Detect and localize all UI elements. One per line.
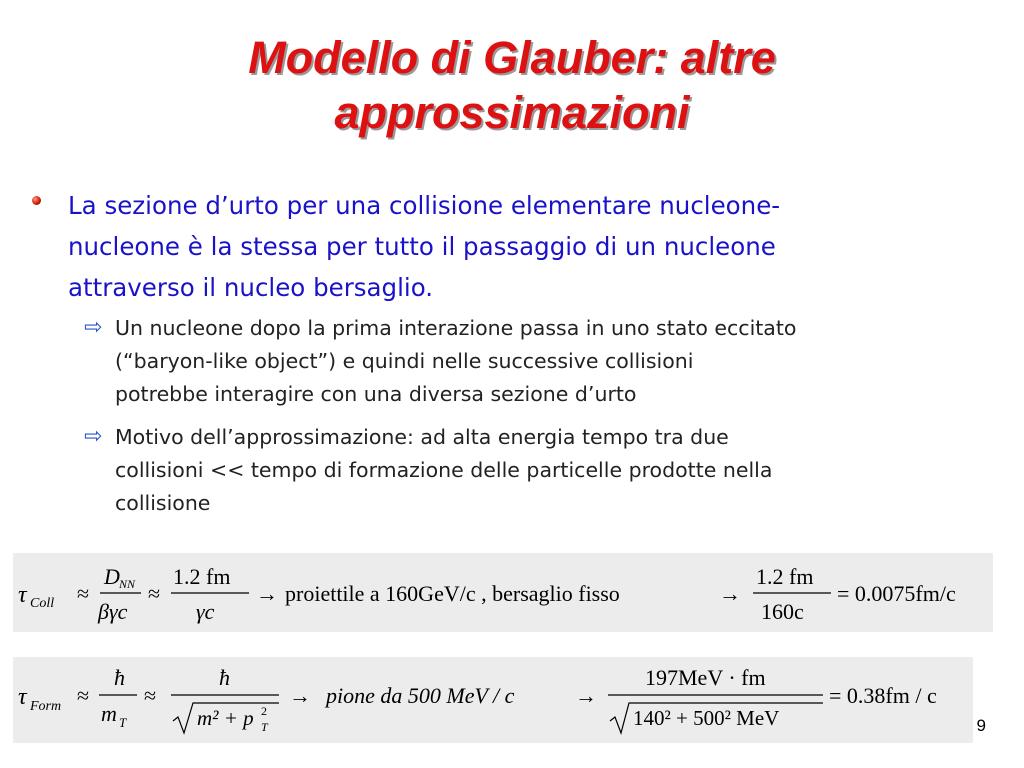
f1-num1-sub: NN xyxy=(119,577,136,591)
f1-tau: τ xyxy=(18,582,27,608)
f1-arrow-1: → xyxy=(256,581,278,606)
slide-title xyxy=(60,30,964,140)
f1-text: proiettile a 160GeV/c , bersaglio fisso xyxy=(285,581,620,606)
f1-den1: βγc xyxy=(98,599,128,624)
f1-num2: 1.2 fm xyxy=(173,564,231,589)
f2-den2: m² + p xyxy=(197,706,254,730)
f1-den2: γc xyxy=(196,599,215,624)
f1-num1: D xyxy=(104,564,120,589)
f1-result: = 0.0075fm/c xyxy=(837,581,956,606)
formula-collision-time xyxy=(13,553,993,632)
sub-bullet-1-line-2: (“baryon-like object”) e quindi nelle successive collisioni xyxy=(115,349,694,373)
f2-den1-sub: T xyxy=(119,715,127,730)
f2-approx-2: ≈ xyxy=(144,683,157,708)
f1-approx-1: ≈ xyxy=(77,581,90,606)
f1-approx-2: ≈ xyxy=(148,581,161,606)
f2-text: pione da 500 MeV / c xyxy=(326,683,515,708)
arrow-right-icon: ⇨ xyxy=(84,315,103,340)
f1-num3: 1.2 fm xyxy=(756,564,814,589)
f2-num3: 197MeV · fm xyxy=(645,665,766,690)
f2-hbar-2: ħ xyxy=(219,665,230,690)
arrow-right-icon: ⇨ xyxy=(84,424,103,449)
f2-hbar-1: ħ xyxy=(114,665,125,690)
page-number: 9 xyxy=(976,716,986,735)
sub-bullet-1-line-1: Un nucleone dopo la prima interazione passa in uno stato eccitato xyxy=(115,316,797,340)
sub-bullet-text-2 xyxy=(115,421,985,520)
sub-bullet-text-1 xyxy=(115,312,985,411)
f2-arrow-1: → xyxy=(289,683,311,708)
main-bullet-line-2: nucleone è la stessa per tutto il passaggio di un nucleone xyxy=(68,232,776,261)
f2-arrow-2: → xyxy=(575,683,597,708)
title-line-2: approssimazioni xyxy=(334,87,690,138)
f2-den2-sub: T xyxy=(261,720,268,734)
title-line-1: Modello di Glauber: altre xyxy=(248,32,776,83)
bullet-dot-icon xyxy=(32,196,41,205)
f2-den3: 140² + 500² MeV xyxy=(633,706,780,730)
sub-bullet-1-line-3: potrebbe interagire con una diversa sezione d’urto xyxy=(115,382,637,406)
sub-bullet-2-line-1: Motivo dell’approssimazione: ad alta energia tempo tra due xyxy=(115,425,729,449)
sub-bullet-2-line-2: collisioni << tempo di formazione delle particelle prodotte nella xyxy=(115,458,773,482)
f1-tau-sub: Coll xyxy=(30,596,55,611)
main-bullet-text xyxy=(68,185,988,308)
sub-bullet-2-line-3: collisione xyxy=(115,491,211,515)
f2-tau: τ xyxy=(18,684,27,710)
f1-den3: 160c xyxy=(761,599,804,624)
main-bullet-line-1: La sezione d’urto per una collisione elementare nucleone- xyxy=(68,191,781,220)
f2-result: = 0.38fm / c xyxy=(829,683,937,708)
formula-formation-time xyxy=(13,657,973,743)
f2-den1: m xyxy=(101,701,117,726)
main-bullet-line-3: attraverso il nucleo bersaglio. xyxy=(68,273,434,302)
f2-approx-1: ≈ xyxy=(77,683,90,708)
f2-tau-sub: Form xyxy=(30,699,62,714)
f2-den2-sup: 2 xyxy=(261,704,267,718)
f1-arrow-2: → xyxy=(719,581,741,606)
